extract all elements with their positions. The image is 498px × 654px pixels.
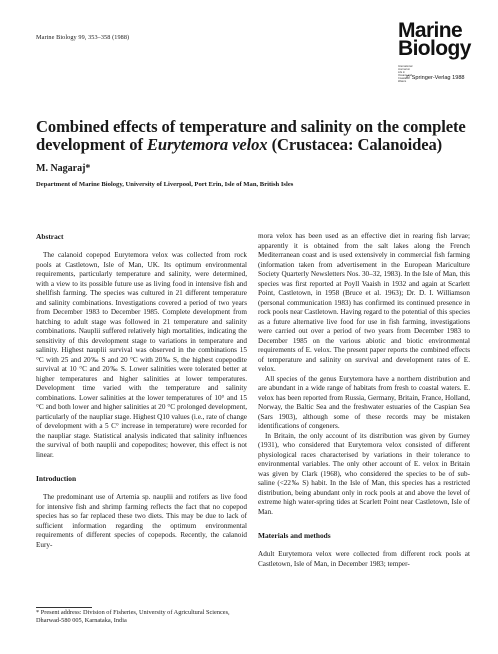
footnote: * Present address: Division of Fisheries, University of Agricultural Sciences, Dharwad-580 005, Karnataka, India [36,609,230,624]
article-title [36,118,466,154]
methods-heading: Materials and methods [258,531,331,540]
eurytemora-distribution-paragraph: All species of the genus Eurytemora have a northern distribution and are abundant in a wide range of habitats from fresh to coastal waters. E. velox has been reported from Russia, Germany, Britain, France, Holland, Norway, the Baltic Sea and the freshwater estuaries of the Caspian Sea (Sars 1903), although some of these records may be mistaken identifications of congeners. [258,374,470,430]
publisher-copyright: © Springer-Verlag 1988 [406,75,465,81]
journal-logo [398,19,471,83]
logo-subtitle: International Journal on Life in Oceans and Coastal Waters [398,65,413,83]
methods-text: Adult Eurytemora velox were collected from different rock pools at Castletown, Isle of Man, in December 1983; temper- [258,550,470,568]
journal-reference: Marine Biology 99, 353–358 (1988) [36,34,130,41]
logo-marine-text: Marine [398,19,463,42]
britain-distribution-paragraph: In Britain, the only account of its distribution was given by Gurney (1931), who considered that Eurytemora velox consisted of different physiological races characterised by variations in their tolerance to environmental variables. The only other account of E. velox in Britain was given by Clark (1968), who considered the species to be of sub-saline (<22‰ S) habit. In the Isle of Man, this species has a restricted distribution, being abundant only in rock pools at and above the level of extreme high water-spring tides at Scarlett Point near Castletown, Isle of Man. [258,431,470,516]
intro-continued-paragraph: mora velox has been used as an effective diet in rearing fish larvae; apparently it is obtained from the salt lakes along the French Mediterranean coast and is used extensively in commercial fish farming (information taken from advertisement in the European Mariculture Society Quarterly Newsletters Nos. 30–32, 1983). In the Isle of Man, this species was first reported at Poyll Vaaish in 1932 and again at Scarlett Point, Castletown, in 1958 (Bruce et al. 1963); Dr. D. I. Williamson (personal communication 1983) has confirmed its continued presence in rock pools near Castletown. Having regard to the potential of this species as a future alternative live food for use in fish farming, investigations were carried out over a period of two years from December 1983 to December 1985 on the various abiotic and biotic environmental requirements of E. velox. The present paper reports the combined effects of temperature and salinity on survival and development rates of E. velox. [258,232,470,373]
author-name: M. Nagaraj* [36,163,91,174]
introduction-heading: Introduction [36,474,77,483]
introduction-text: The predominant use of Artemia sp. nauplii and rotifers as live food for intensive fish and shrimp farming reflects the fact that no copepod species has so far replaced these two diets. This may be due to lack of sufficient information regarding the optimum environmental requirements of different species of copepods. Recently, the calanoid Eury- [36,493,247,549]
abstract-text: The calanoid copepod Eurytemora velox was collected from rock pools at Castletown, Isle of Man, UK. Its optimum environmental requirements, particularly temperature and salinity, were determined, with a view to its possible future use as living food in intensive fish and shellfish farming. The species was cultured in 21 different temperature and salinity combinations. Investigations covered a period of two years from December 1983 to December 1985. Complete development from hatching to adult stage was followed in 21 temperature and salinity combinations. Nauplii suffered relatively high mortalities, indicating the sensitivity of this development stage to variations in temperature and salinity. Highest nauplii survival was observed in the combinations 15 °C with 25 and 20‰ S and 20 °C with 20‰ S, the highest copepodite survival at 10 °C and 20‰ S. Lower salinities were tolerated better at higher temperatures and higher salinities at lower temperatures. Development time varied with the temperature and salinity combinations. Lower salinities at the lower temperatures of 10° and 15 °C and both lower and higher salinities at 20 °C prolonged development, particularly of the naupliar stage. Highest Q10 values (i.e., rate of change of development with a 5 C° increase in temperature) were recorded for the naupliar stage. Statistical analysis indicated that salinity influences the survival of both nauplii and copepodites; however, this effect is not linear. [36,251,247,459]
title-species: Eurytemora velox [146,135,268,154]
footnote-divider [36,607,92,608]
right-column [258,232,470,569]
abstract-heading: Abstract [36,232,64,241]
logo-biology-text: Biology [398,37,471,60]
title-part-2: (Crustacea: Calanoidea) [271,135,443,154]
left-column [36,232,247,550]
author-affiliation: Department of Marine Biology, University of Liverpool, Port Erin, Isle of Man, British Isles [36,181,294,188]
title-part-1: Combined effects of temperature and salinity on the complete development of [36,117,466,154]
